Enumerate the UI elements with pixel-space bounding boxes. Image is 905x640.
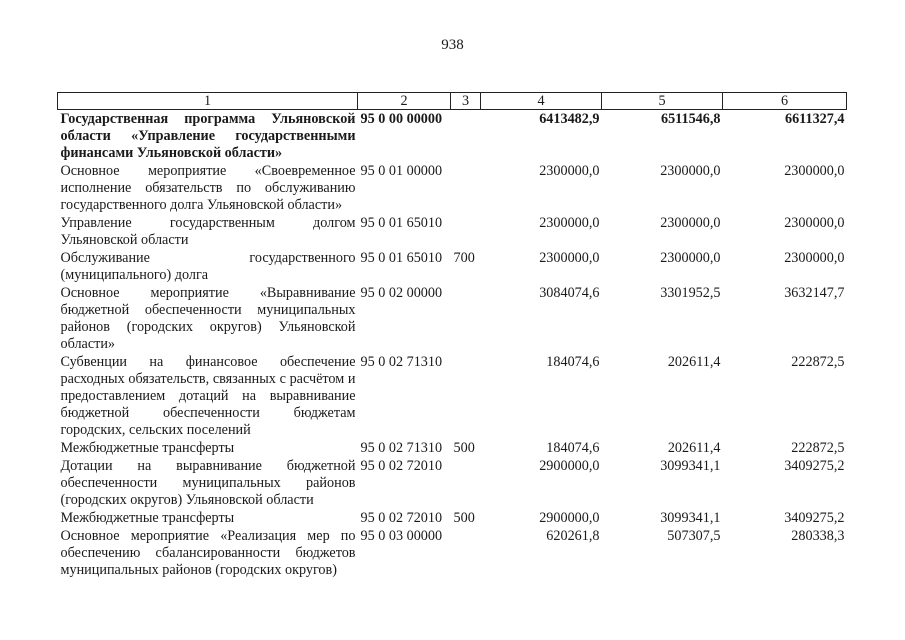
item-name: Дотации на выравнивание бюджетной обеспеченности муниципальных районов (городских округов) Ульяновской области: [60, 458, 356, 508]
table-row: [58, 439, 847, 457]
column-number-header: 1: [58, 93, 358, 110]
table-row: [58, 353, 847, 439]
amount-col6: 2300000,0: [784, 215, 845, 231]
expense-type: [451, 162, 481, 214]
amount-col6: 222872,5: [791, 440, 845, 456]
amount-col5: 3099341,1: [660, 510, 721, 526]
amount-col4: 2300000,0: [539, 215, 600, 231]
expense-type: 700: [453, 250, 475, 266]
item-name: Управление государственным долгом Ульяновской области: [60, 215, 356, 248]
page-number: 938: [441, 37, 464, 53]
amount-col5: 202611,4: [667, 354, 721, 370]
amount-col4: 184074,6: [546, 440, 600, 456]
amount-col6: 280338,3: [791, 528, 845, 544]
table-row: [58, 249, 847, 284]
amount-col6: 3409275,2: [784, 510, 845, 526]
amount-col5: 2300000,0: [660, 250, 721, 266]
expense-type: [451, 353, 481, 439]
item-name: Основное мероприятие «Реализация мер по обеспечению сбалансированности бюджетов муниципальных районов (городских округов): [60, 528, 356, 578]
amount-col6: 222872,5: [791, 354, 845, 370]
column-number-row: [58, 93, 847, 110]
amount-col5: 6511546,8: [660, 111, 721, 127]
item-code: 95 0 02 71310: [360, 354, 443, 370]
expense-type: [451, 284, 481, 353]
expense-type: [451, 457, 481, 509]
amount-col4: 2900000,0: [539, 458, 600, 474]
amount-col5: 2300000,0: [660, 215, 721, 231]
item-name: Государственная программа Ульяновской области «Управление государственными финансами Ульяновской области»: [60, 111, 356, 161]
item-name: Обслуживание государственного (муниципального) долга: [60, 250, 356, 283]
amount-col4: 3084074,6: [539, 285, 600, 301]
item-name: Основное мероприятие «Своевременное исполнение обязательств по обслуживанию государственного долга Ульяновской области»: [60, 163, 356, 213]
item-code: 95 0 01 00000: [360, 163, 443, 179]
amount-col4: 2900000,0: [539, 510, 600, 526]
item-name: Межбюджетные трансферты: [60, 510, 235, 526]
expense-type: 500: [453, 510, 475, 526]
column-number-header: 5: [602, 93, 723, 110]
table-row: [58, 214, 847, 249]
amount-col6: 3409275,2: [784, 458, 845, 474]
amount-col5: 2300000,0: [660, 163, 721, 179]
amount-col5: 3301952,5: [660, 285, 721, 301]
item-name: Субвенции на финансовое обеспечение расходных обязательств, связанных с расчётом и предоставлением дотаций на выравнивание бюджетной обеспеченности бюджетам городских, сельских поселений: [60, 354, 356, 438]
table-row: [58, 110, 847, 163]
amount-col6: 2300000,0: [784, 250, 845, 266]
amount-col5: 507307,5: [667, 528, 721, 544]
table-row: [58, 162, 847, 214]
item-code: 95 0 01 65010: [360, 215, 443, 231]
column-number-header: 6: [723, 93, 847, 110]
amount-col6: 3632147,7: [784, 285, 845, 301]
item-code: 95 0 02 71310: [360, 440, 443, 456]
item-code: 95 0 02 72010: [360, 458, 443, 474]
amount-col4: 2300000,0: [539, 250, 600, 266]
item-code: 95 0 00 00000: [360, 111, 443, 127]
column-number-header: 2: [358, 93, 451, 110]
table-row: [58, 284, 847, 353]
expense-type: [451, 527, 481, 579]
amount-col6: 6611327,4: [784, 111, 845, 127]
item-name: Основное мероприятие «Выравнивание бюджетной обеспеченности муниципальных районов (городских округов) Ульяновской области»: [60, 285, 356, 352]
expense-type: [451, 214, 481, 249]
item-code: 95 0 02 72010: [360, 510, 443, 526]
item-code: 95 0 01 65010: [360, 250, 443, 266]
table-row: [58, 509, 847, 527]
expense-type: [451, 110, 481, 163]
table-row: [58, 457, 847, 509]
table-row: [58, 527, 847, 579]
column-number-header: 3: [451, 93, 481, 110]
item-code: 95 0 03 00000: [360, 528, 443, 544]
column-number-header: 4: [481, 93, 602, 110]
amount-col4: 620261,8: [546, 528, 600, 544]
amount-col4: 6413482,9: [539, 111, 600, 127]
item-code: 95 0 02 00000: [360, 285, 443, 301]
amount-col6: 2300000,0: [784, 163, 845, 179]
amount-col4: 2300000,0: [539, 163, 600, 179]
expense-type: 500: [453, 440, 475, 456]
budget-table: [57, 92, 847, 579]
item-name: Межбюджетные трансферты: [60, 440, 235, 456]
amount-col4: 184074,6: [546, 354, 600, 370]
amount-col5: 202611,4: [667, 440, 721, 456]
amount-col5: 3099341,1: [660, 458, 721, 474]
